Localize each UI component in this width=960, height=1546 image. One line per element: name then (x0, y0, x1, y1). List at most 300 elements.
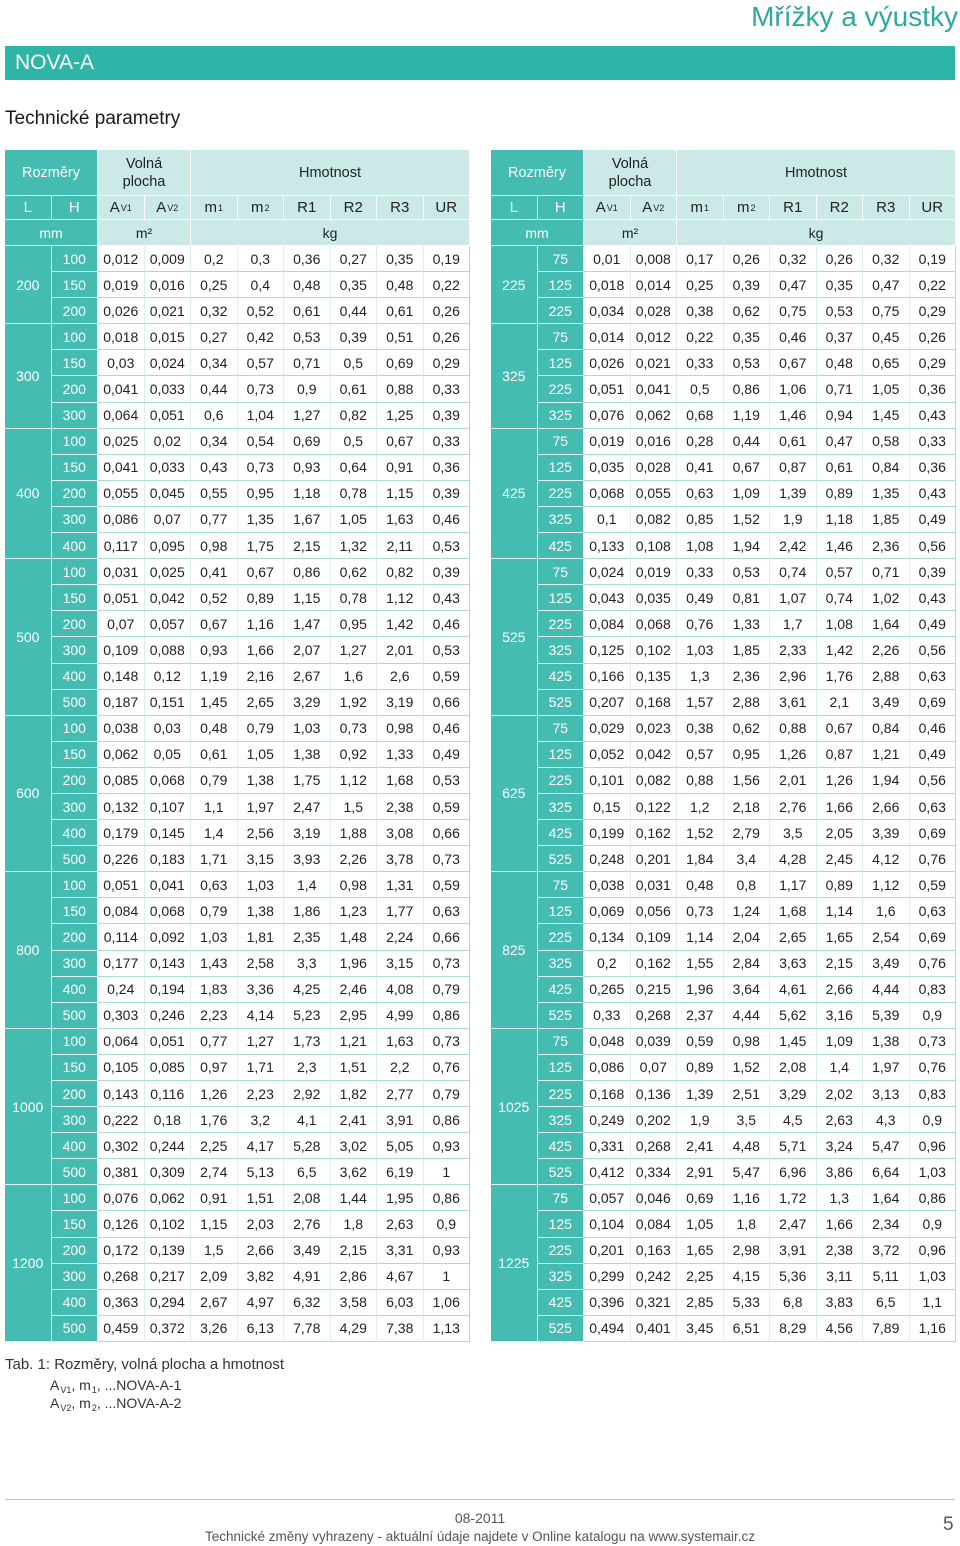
table-cell: 0,102 (631, 637, 678, 663)
table-cell: 6,96 (770, 1159, 817, 1185)
table-cell: 0,43 (191, 455, 238, 481)
column-header-ur (910, 196, 957, 220)
table-cell: 1,55 (677, 951, 724, 977)
table-cell: 1,94 (863, 768, 910, 794)
table-cell: 0,89 (817, 872, 864, 898)
table-cell: 1,15 (284, 585, 331, 611)
table-cell: 0,268 (98, 1264, 145, 1290)
table-cell: 3,36 (238, 977, 285, 1003)
table-cell: 1,76 (191, 1107, 238, 1133)
table-cell: 0,33 (677, 350, 724, 376)
row-group-width: 625 (491, 716, 538, 873)
table-cell: 5,05 (377, 1133, 424, 1159)
table-cell: 0,494 (584, 1316, 631, 1342)
table-cell: 5,62 (770, 1003, 817, 1029)
table-cell: 1,03 (191, 924, 238, 950)
table-cell: 0,108 (631, 533, 678, 559)
table-cell: 0,77 (191, 507, 238, 533)
table-cell: 0,93 (191, 637, 238, 663)
table-cell: 0,148 (98, 664, 145, 690)
table-cell: 0,39 (724, 272, 771, 298)
table-cell: 0,22 (424, 272, 471, 298)
table-cell: 0,94 (817, 403, 864, 429)
column-header-h (52, 196, 99, 220)
table-cell: 1,6 (863, 898, 910, 924)
catalog-section-title: Mřížky a výustky (751, 1, 958, 32)
row-height-cell: 425 (538, 664, 585, 690)
table-cell: 0,93 (424, 1238, 471, 1264)
table-cell: 0,135 (631, 664, 678, 690)
table-cell: 0,086 (584, 1055, 631, 1081)
table-cell: 1,51 (331, 1055, 378, 1081)
table-cell: 0,73 (424, 846, 471, 872)
table-cell: 6,64 (863, 1159, 910, 1185)
table-cell: 0,96 (910, 1238, 957, 1264)
table-cell: 0,97 (191, 1055, 238, 1081)
table-cell: 0,05 (145, 742, 192, 768)
table-cell: 0,66 (424, 924, 471, 950)
table-cell: 2,63 (817, 1107, 864, 1133)
column-symbol: A (595, 198, 606, 216)
table-cell: 0,177 (98, 951, 145, 977)
unit-free-area: m² (584, 220, 677, 246)
table-cell: 0,15 (584, 794, 631, 820)
table-cell: 5,33 (724, 1290, 771, 1316)
table-cell: 2,01 (377, 637, 424, 663)
table-cell: 0,56 (910, 637, 957, 663)
table-cell: 0,61 (284, 298, 331, 324)
table-cell: 0,48 (284, 272, 331, 298)
table-cell: 1,3 (677, 664, 724, 690)
table-cell: 0,76 (910, 846, 957, 872)
table-cell: 0,244 (145, 1133, 192, 1159)
column-symbol: A (642, 198, 653, 216)
row-height-cell: 500 (52, 1003, 99, 1029)
table-cell: 2,02 (817, 1081, 864, 1107)
table-cell: 0,088 (145, 637, 192, 663)
table-cell: 1,65 (677, 1238, 724, 1264)
page-number: 5 (943, 1514, 954, 1535)
table-cell: 0,268 (631, 1003, 678, 1029)
table-cell: 2,86 (331, 1264, 378, 1290)
table-cell: 2,15 (284, 533, 331, 559)
table-cell: 1,8 (331, 1211, 378, 1237)
table-cell: 0,63 (677, 481, 724, 507)
table-cell: 0,82 (331, 403, 378, 429)
table-cell: 0,47 (863, 272, 910, 298)
table-cell: 0,051 (98, 872, 145, 898)
table-cell: 3,15 (238, 846, 285, 872)
table-cell: 0,86 (424, 1185, 471, 1211)
table-cell: 1,39 (677, 1081, 724, 1107)
row-height-cell: 150 (52, 272, 99, 298)
row-height-cell: 500 (52, 846, 99, 872)
table-cell: 0,309 (145, 1159, 192, 1185)
table-cell: 0,95 (724, 742, 771, 768)
table-cell: 0,132 (98, 794, 145, 820)
table-cell: 1,03 (284, 716, 331, 742)
table-cell: 0,49 (910, 611, 957, 637)
table-cell: 3,72 (863, 1238, 910, 1264)
table-cell: 2,98 (724, 1238, 771, 1264)
table-cell: 0,076 (584, 403, 631, 429)
table-cell: 1,18 (817, 507, 864, 533)
table-cell: 0,026 (584, 350, 631, 376)
table-cell: 0,048 (584, 1029, 631, 1055)
table-cell: 0,45 (863, 324, 910, 350)
table-cell: 6,51 (724, 1316, 771, 1342)
table-cell: 2,56 (238, 820, 285, 846)
table-cell: 1,43 (191, 951, 238, 977)
table-cell: 0,117 (98, 533, 145, 559)
table-cell: 2,16 (238, 664, 285, 690)
table-cell: 0,168 (631, 690, 678, 716)
table-cell: 2,18 (724, 794, 771, 820)
table-cell: 0,042 (145, 585, 192, 611)
table-cell: 0,9 (910, 1107, 957, 1133)
row-height-cell: 150 (52, 350, 99, 376)
row-height-cell: 100 (52, 1185, 99, 1211)
table-cell: 0,43 (910, 585, 957, 611)
table-cell: 2,25 (677, 1264, 724, 1290)
table-cell: 1,95 (377, 1185, 424, 1211)
column-symbol: L (509, 198, 518, 216)
table-cell: 4,14 (238, 1003, 285, 1029)
table-cell: 0,54 (238, 429, 285, 455)
table-cell: 1,23 (331, 898, 378, 924)
table-cell: 0,045 (145, 481, 192, 507)
row-group-width: 1000 (5, 1029, 52, 1186)
table-cell: 2,47 (284, 794, 331, 820)
table-cell: 3,61 (770, 690, 817, 716)
row-group-width: 500 (5, 559, 52, 716)
table-cell: 0,26 (424, 298, 471, 324)
table-cell: 1,09 (724, 481, 771, 507)
legend-subscript: 1 (91, 1385, 97, 1395)
table-cell: 0,018 (98, 324, 145, 350)
table-cell: 1,4 (191, 820, 238, 846)
table-cell: 5,36 (770, 1264, 817, 1290)
column-header-av2: A V2 (631, 196, 678, 220)
table-cell: 0,73 (238, 376, 285, 402)
row-height-cell: 300 (52, 637, 99, 663)
table-cell: 1,15 (377, 481, 424, 507)
row-height-cell: 425 (538, 1133, 585, 1159)
table-cell: 1,64 (863, 611, 910, 637)
table-cell: 0,021 (631, 350, 678, 376)
table-cell: 4,12 (863, 846, 910, 872)
table-cell: 2,3 (284, 1055, 331, 1081)
table-cell: 0,248 (584, 846, 631, 872)
table-cell: 0,143 (98, 1081, 145, 1107)
table-cell: 2,91 (677, 1159, 724, 1185)
table-cell: 0,12 (145, 664, 192, 690)
table-cell: 0,85 (677, 507, 724, 533)
column-header-r3 (863, 196, 910, 220)
table-cell: 0,194 (145, 977, 192, 1003)
table-cell: 1,86 (284, 898, 331, 924)
table-cell: 5,28 (284, 1133, 331, 1159)
table-cell: 0,401 (631, 1316, 678, 1342)
table-cell: 1,07 (770, 585, 817, 611)
table-cell: 0,71 (284, 350, 331, 376)
table-cell: 1,73 (284, 1029, 331, 1055)
row-height-cell: 200 (52, 1081, 99, 1107)
row-height-cell: 100 (52, 872, 99, 898)
table-cell: 2,88 (724, 690, 771, 716)
row-group-width: 200 (5, 246, 52, 324)
row-group-width: 325 (491, 324, 538, 428)
table-cell: 2,09 (191, 1264, 238, 1290)
table-cell: 0,215 (631, 977, 678, 1003)
table-cell: 2,65 (238, 690, 285, 716)
table-cell: 0,84 (863, 716, 910, 742)
table-cell: 2,67 (191, 1290, 238, 1316)
table-cell: 0,5 (331, 429, 378, 455)
table-cell: 0,166 (584, 664, 631, 690)
column-header-r3 (377, 196, 424, 220)
unit-weight: kg (677, 220, 956, 246)
table-cell: 2,36 (863, 533, 910, 559)
column-header-m1: m 1 (191, 196, 238, 220)
table-cell: 2,54 (863, 924, 910, 950)
legend-text: , ...NOVA-A-1 (96, 1377, 182, 1393)
table-cell: 0,031 (98, 559, 145, 585)
table-cell: 0,265 (584, 977, 631, 1003)
row-height-cell: 75 (538, 324, 585, 350)
table-cell: 0,37 (817, 324, 864, 350)
table-cell: 0,042 (631, 742, 678, 768)
table-cell: 0,71 (863, 559, 910, 585)
table-cell: 0,381 (98, 1159, 145, 1185)
legend-text: A (50, 1395, 60, 1411)
table-cell: 0,3 (238, 246, 285, 272)
row-height-cell: 150 (52, 585, 99, 611)
row-height-cell: 300 (52, 794, 99, 820)
row-height-cell: 300 (52, 1107, 99, 1133)
table-cell: 1,63 (377, 507, 424, 533)
table-cell: 1,45 (191, 690, 238, 716)
table-cell: 0,79 (191, 898, 238, 924)
table-cell: 0,024 (145, 350, 192, 376)
table-cell: 0,172 (98, 1238, 145, 1264)
table-cell: 1,2 (677, 794, 724, 820)
table-cell: 2,25 (191, 1133, 238, 1159)
table-cell: 0,43 (910, 403, 957, 429)
row-height-cell: 325 (538, 1107, 585, 1133)
row-height-cell: 75 (538, 246, 585, 272)
table-cell: 0,98 (724, 1029, 771, 1055)
row-group-width: 800 (5, 872, 52, 1029)
row-height-cell: 200 (52, 376, 99, 402)
table-cell: 0,249 (584, 1107, 631, 1133)
table-cell: 0,168 (584, 1081, 631, 1107)
table-cell: 0,019 (584, 429, 631, 455)
table-cell: 0,82 (377, 559, 424, 585)
table-cell: 0,046 (631, 1185, 678, 1211)
table-cell: 0,07 (145, 507, 192, 533)
table-cell: 3,5 (770, 820, 817, 846)
table-cell: 1,81 (238, 924, 285, 950)
table-cell: 0,73 (424, 1029, 471, 1055)
free-area-label: Volná plocha (122, 155, 166, 190)
table-cell: 4,08 (377, 977, 424, 1003)
table-cell: 2,01 (770, 768, 817, 794)
table-cell: 0,86 (724, 376, 771, 402)
table-cell: 1,05 (863, 376, 910, 402)
table-cell: 0,202 (631, 1107, 678, 1133)
column-symbol: R1 (783, 198, 803, 216)
table-cell: 0,68 (677, 403, 724, 429)
table-cell: 1,16 (910, 1316, 957, 1342)
table-cell: 2,76 (284, 1211, 331, 1237)
table-cell: 0,91 (377, 455, 424, 481)
table-cell: 0,36 (424, 455, 471, 481)
table-cell: 1,17 (770, 872, 817, 898)
table-cell: 0,334 (631, 1159, 678, 1185)
table-cell: 0,59 (424, 872, 471, 898)
table-cell: 0,83 (910, 977, 957, 1003)
table-cell: 1,38 (238, 898, 285, 924)
table-cell: 3,83 (817, 1290, 864, 1316)
column-header-m1: m 1 (677, 196, 724, 220)
table-cell: 0,61 (191, 742, 238, 768)
table-cell: 0,73 (331, 716, 378, 742)
table-cell: 0,226 (98, 846, 145, 872)
table-cell: 0,085 (145, 1055, 192, 1081)
table-cell: 1,27 (284, 403, 331, 429)
caption-legend-line (50, 1376, 181, 1394)
table-cell: 8,29 (770, 1316, 817, 1342)
table-cell: 0,051 (145, 1029, 192, 1055)
table-cell: 2,35 (284, 924, 331, 950)
table-cell: 1,35 (863, 481, 910, 507)
table-cell: 0,76 (910, 951, 957, 977)
table-cell: 0,52 (191, 585, 238, 611)
row-height-cell: 100 (52, 716, 99, 742)
table-cell: 0,268 (631, 1133, 678, 1159)
table-cell: 1,1 (191, 794, 238, 820)
table-cell: 0,321 (631, 1290, 678, 1316)
table-cell: 0,122 (631, 794, 678, 820)
table-cell: 2,04 (724, 924, 771, 950)
table-cell: 0,03 (145, 716, 192, 742)
table-cell: 0,092 (145, 924, 192, 950)
table-cell: 1,25 (377, 403, 424, 429)
table-cell: 0,026 (98, 298, 145, 324)
table-cell: 2,05 (817, 820, 864, 846)
table-cell: 1,8 (724, 1211, 771, 1237)
legend-subscript: V2 (60, 1403, 72, 1413)
column-symbol: A (109, 198, 120, 216)
table-cell: 0,56 (910, 533, 957, 559)
table-cell: 1,56 (724, 768, 771, 794)
table-cell: 2,15 (817, 951, 864, 977)
table-cell: 0,028 (631, 455, 678, 481)
table-cell: 0,61 (770, 429, 817, 455)
column-header-r1 (284, 196, 331, 220)
table-cell: 0,201 (584, 1238, 631, 1264)
table-cell: 0,49 (424, 742, 471, 768)
unit-free-area: m² (98, 220, 191, 246)
table-cell: 0,62 (724, 298, 771, 324)
row-height-cell: 75 (538, 429, 585, 455)
table-cell: 0,051 (145, 403, 192, 429)
table-cell: 1,08 (677, 533, 724, 559)
table-cell: 0,109 (98, 637, 145, 663)
table-cell: 3,31 (377, 1238, 424, 1264)
table-cell: 0,041 (145, 872, 192, 898)
table-cell: 2,23 (238, 1081, 285, 1107)
table-cell: 1,42 (377, 611, 424, 637)
table-cell: 1,04 (238, 403, 285, 429)
table-cell: 0,2 (191, 246, 238, 272)
table-cell: 6,5 (284, 1159, 331, 1185)
table-cell: 1,72 (770, 1185, 817, 1211)
table-cell: 0,372 (145, 1316, 192, 1342)
table-cell: 2,36 (724, 664, 771, 690)
table-cell: 0,25 (191, 272, 238, 298)
table-cell: 2,6 (377, 664, 424, 690)
table-cell: 0,76 (677, 611, 724, 637)
row-height-cell: 100 (52, 246, 99, 272)
table-cell: 0,051 (584, 376, 631, 402)
table-cell: 0,217 (145, 1264, 192, 1290)
legend-subscript: 2 (91, 1403, 97, 1413)
table-cell: 0,076 (98, 1185, 145, 1211)
table-cell: 0,69 (677, 1185, 724, 1211)
table-cell: 0,53 (724, 559, 771, 585)
table-cell: 0,024 (584, 559, 631, 585)
table-cell: 0,77 (191, 1029, 238, 1055)
table-cell: 1,12 (863, 872, 910, 898)
table-cell: 0,46 (424, 507, 471, 533)
row-height-cell: 525 (538, 1316, 585, 1342)
row-height-cell: 200 (52, 611, 99, 637)
table-cell: 0,009 (145, 246, 192, 272)
table-cell: 0,67 (238, 559, 285, 585)
table-cell: 0,062 (98, 742, 145, 768)
table-cell: 0,35 (724, 324, 771, 350)
table-cell: 0,41 (191, 559, 238, 585)
table-cell: 0,9 (424, 1211, 471, 1237)
row-height-cell: 300 (52, 403, 99, 429)
table-cell: 0,29 (424, 350, 471, 376)
table-cell: 2,15 (331, 1238, 378, 1264)
column-symbol: R2 (829, 198, 849, 216)
table-cell: 0,051 (98, 585, 145, 611)
caption-legend-line (50, 1394, 181, 1412)
table-cell: 1,64 (863, 1185, 910, 1211)
table-cell: 1,19 (724, 403, 771, 429)
table-cell: 0,39 (424, 559, 471, 585)
table-cell: 2,45 (817, 846, 864, 872)
table-cell: 2,46 (331, 977, 378, 1003)
table-cell: 0,056 (631, 898, 678, 924)
table-cell: 0,162 (631, 820, 678, 846)
table-cell: 1,14 (677, 924, 724, 950)
column-symbol: m (250, 198, 264, 216)
table-cell: 2,79 (724, 820, 771, 846)
row-height-cell: 400 (52, 1290, 99, 1316)
row-height-cell: 325 (538, 637, 585, 663)
table-cell: 0,53 (724, 350, 771, 376)
column-header-l (5, 196, 52, 220)
row-height-cell: 75 (538, 716, 585, 742)
column-header-m2: m 2 (724, 196, 771, 220)
table-cell: 0,19 (910, 246, 957, 272)
table-cell: 5,23 (284, 1003, 331, 1029)
